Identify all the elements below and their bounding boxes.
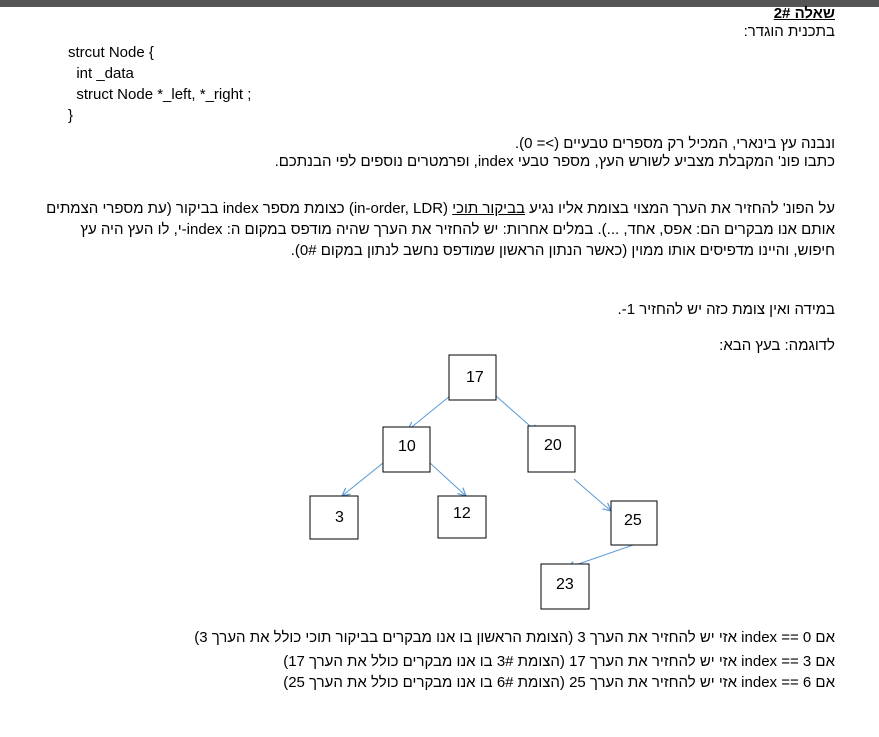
example-line: אם index == 6 אזי יש להחזיר את הערך 25 (הצומת 6# בו אנו מבקרים כולל את הערך 25) bbox=[283, 674, 835, 691]
tree-node bbox=[383, 427, 430, 472]
in-order-term: בביקור תוכי bbox=[452, 200, 526, 217]
code-line: } bbox=[68, 107, 74, 124]
node-value: 3 bbox=[335, 509, 344, 526]
tree-node bbox=[310, 496, 358, 539]
tree-edge bbox=[430, 463, 466, 496]
node-value: 23 bbox=[556, 576, 574, 593]
node-value: 10 bbox=[398, 438, 416, 455]
node-value: 17 bbox=[466, 369, 484, 386]
statement-function-task: כתבו פונ' המקבלת מצביע לשורש העץ, מספר טבעי index, ופרמטרים נוספים לפי הבנתכם. bbox=[274, 153, 835, 170]
tree-edge bbox=[408, 396, 450, 430]
paragraph-text: (in-order, LDR) כצומת מספר index בביקור (עת מספרי הצמתים אותם אנו מבקרים הם: אפס, אחד, ...). במלים אחרות: יש להחזיר את הערך שהיה מודפס במקום ה: index-י, לו העץ היה עץ חיפוש, והיינו מדפיסים אותו ממוין (כאשר הנתון הראשון שמודפס נחשב לנתון במקום 0#). bbox=[46, 200, 835, 259]
tree-edge bbox=[574, 479, 611, 511]
paragraph-text: על הפונ' להחזיר את הערך המצוי בצומת אליו נגיע bbox=[525, 200, 835, 217]
code-line: struct Node *_left, *_right ; bbox=[68, 86, 252, 103]
node-value: 25 bbox=[624, 512, 642, 529]
tree-node bbox=[611, 501, 657, 545]
node-value: 20 bbox=[544, 437, 562, 454]
tree-node bbox=[528, 426, 575, 472]
example-label: לדוגמה: בעץ הבא: bbox=[719, 337, 835, 354]
node-value: 12 bbox=[453, 505, 471, 522]
tree-edge bbox=[342, 463, 383, 496]
no-node-note: במידה ואין צומת כזה יש להחזיר 1-. bbox=[617, 301, 835, 318]
code-line: strcut Node { bbox=[68, 44, 154, 61]
example-line: אם index == 0 אזי יש להחזיר את הערך 3 (הצומת הראשון בו אנו מבקרים בביקור תוכי כולל את הערך 3) bbox=[194, 629, 835, 646]
code-line: int _data bbox=[68, 65, 134, 82]
tree-node bbox=[541, 564, 589, 609]
tree-node bbox=[449, 355, 496, 400]
tree-node bbox=[438, 496, 486, 538]
question-intro: בתכנית הוגדר: bbox=[743, 23, 835, 40]
question-title: שאלה 2# bbox=[773, 5, 835, 22]
example-line: אם index == 3 אזי יש להחזיר את הערך 17 (הצומת 3# בו אנו מבקרים כולל את הערך 17) bbox=[283, 653, 835, 670]
statement-tree-definition: ונבנה עץ בינארי, המכיל רק מספרים טבעיים (>= 0). bbox=[514, 135, 835, 152]
